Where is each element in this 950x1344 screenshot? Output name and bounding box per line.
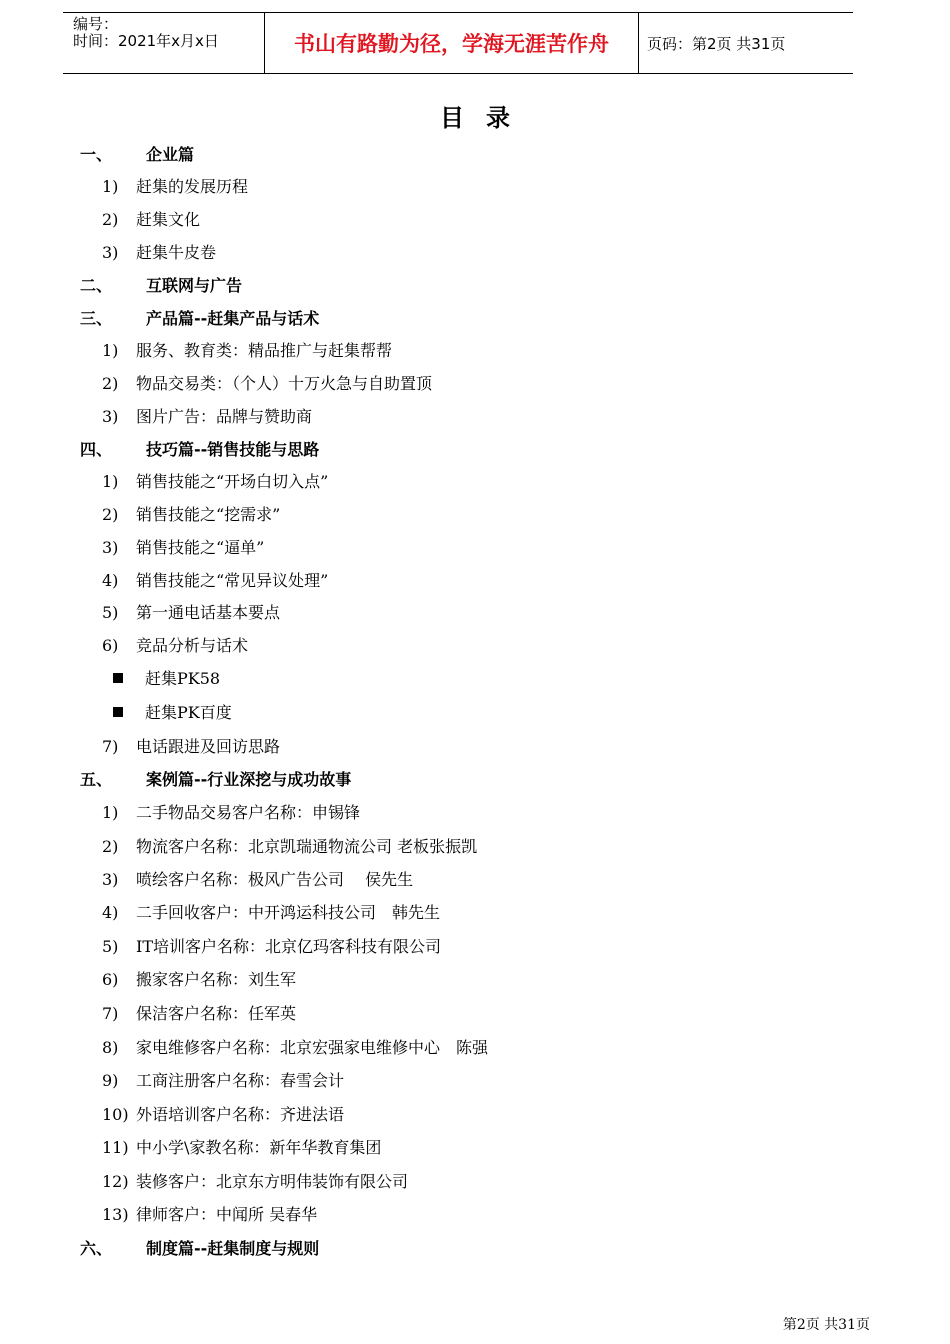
toc-item [102,800,360,823]
toc-text: 第一通电话基本要点 [136,603,281,622]
toc-item [102,174,248,197]
toc-number: 2) [102,505,119,524]
toc-item [102,734,280,757]
toc-text: 销售技能之“开场白切入点” [136,472,329,491]
toc-text: 工商注册客户名称：春雪会计 [136,1071,345,1090]
toc-number: 3) [102,407,119,426]
toc-text: IT培训客户名称：北京亿玛客科技有限公司 [136,937,441,956]
toc-item [102,1068,344,1091]
toc-text: 家电维修客户名称：北京宏强家电维修中心 陈强 [136,1038,489,1057]
toc-item [102,207,200,230]
toc-text: 服务、教育类：精品推广与赶集帮帮 [136,341,393,360]
toc-item [102,568,328,591]
toc-number: 2) [102,374,119,393]
header-motto: 书山有路勤为径，学海无涯苦作舟 [294,32,609,56]
toc-item [102,900,440,923]
toc-number: 一、 [80,145,113,164]
toc-number: 3) [102,243,119,262]
toc-item [102,867,413,890]
toc-text: 二手物品交易客户名称：申锡锋 [136,803,361,822]
toc-section [80,273,242,296]
toc-text: 赶集PK百度 [145,703,232,722]
toc-section [80,437,319,460]
toc-number: 二、 [80,276,113,295]
page-footer: 第2页 共31页 [782,1317,870,1333]
toc-text: 销售技能之“逼单” [136,538,265,557]
toc-number: 1) [102,803,119,822]
toc-item [102,338,392,361]
toc-item [102,1202,317,1225]
toc-text: 物流客户名称：北京凯瑞通物流公司 老板张振凯 [136,837,478,856]
toc-item [102,633,248,656]
toc-item [102,469,328,492]
toc-text: 二手回收客户：中开鸿运科技公司 韩先生 [136,903,441,922]
toc-item [102,371,432,394]
toc-text: 技巧篇--销售技能与思路 [146,440,320,459]
toc-item [102,1102,344,1125]
toc-number: 4) [102,571,119,590]
toc-text: 装修客户：北京东方明伟装饰有限公司 [136,1172,409,1191]
toc-text: 电话跟进及回访思路 [136,737,281,756]
toc-number: 1) [102,177,119,196]
toc-section [80,306,319,329]
toc-text: 制度篇--赶集制度与规则 [146,1239,320,1258]
toc-number: 8) [102,1038,119,1057]
toc-text: 中小学\家教名称：新年华教育集团 [136,1138,382,1157]
toc-section [80,1236,319,1259]
toc-text: 企业篇 [146,145,195,164]
toc-item [102,502,280,525]
toc-number: 4) [102,903,119,922]
toc-text: 销售技能之“常见异议处理” [136,571,329,590]
toc-number: 1) [102,472,119,491]
toc-number: 3) [102,538,119,557]
toc-item [102,834,477,857]
time-label: 时间：2021年x月x日 [73,32,219,50]
toc-text: 赶集文化 [136,210,201,229]
toc-number: 13) [102,1205,129,1224]
toc-number: 7) [102,737,119,756]
toc-number: 2) [102,837,119,856]
toc-text: 竞品分析与话术 [136,636,249,655]
toc-text: 物品交易类：（个人）十万火急与自助置顶 [136,374,433,393]
toc-item [102,934,441,957]
toc-bullet-item [113,666,220,689]
toc-number: 6) [102,636,119,655]
header-page-number: 页码：第2页 共31页 [647,34,786,53]
toc-number: 三、 [80,309,113,328]
toc-section [80,767,351,790]
toc-section [80,142,194,165]
toc-text: 律师客户：中闻所 吴春华 [136,1205,318,1224]
page-title: 目录 [440,104,532,132]
toc-text: 产品篇--赶集产品与话术 [146,309,320,328]
toc-text: 互联网与广告 [146,276,243,295]
toc-text: 案例篇--行业深挖与成功故事 [146,770,352,789]
toc-item [102,535,264,558]
toc-item [102,1001,296,1024]
toc-number: 四、 [80,440,113,459]
toc-text: 销售技能之“挖需求” [136,505,281,524]
toc-item [102,1135,381,1158]
toc-text: 赶集PK58 [145,669,221,688]
serial-label: 编号： [73,15,119,33]
toc-text: 赶集牛皮卷 [136,243,217,262]
toc-item [102,967,296,990]
toc-number: 10) [102,1105,129,1124]
toc-text: 外语培训客户名称：齐进法语 [136,1105,345,1124]
toc-number: 五、 [80,770,113,789]
toc-text: 喷绘客户名称：极风广告公司 侯先生 [136,870,414,889]
toc-number: 11) [102,1138,129,1157]
toc-text: 搬家客户名称：刘生军 [136,970,297,989]
toc-number: 9) [102,1071,119,1090]
toc-number: 5) [102,603,119,622]
toc-item [102,1035,488,1058]
toc-number: 2) [102,210,119,229]
toc-number: 5) [102,937,119,956]
square-bullet-icon [113,673,123,683]
toc-number: 1) [102,341,119,360]
toc-number: 7) [102,1004,119,1023]
toc-number: 6) [102,970,119,989]
toc-number: 12) [102,1172,129,1191]
toc-number: 六、 [80,1239,113,1258]
toc-bullet-item [113,700,232,723]
toc-text: 保洁客户名称：任军英 [136,1004,297,1023]
toc-item [102,600,280,623]
toc-item [102,1169,408,1192]
toc-item [102,404,312,427]
square-bullet-icon [113,707,123,717]
toc-item [102,240,216,263]
toc-text: 图片广告：品牌与赞助商 [136,407,313,426]
toc-text: 赶集的发展历程 [136,177,249,196]
toc-number: 3) [102,870,119,889]
